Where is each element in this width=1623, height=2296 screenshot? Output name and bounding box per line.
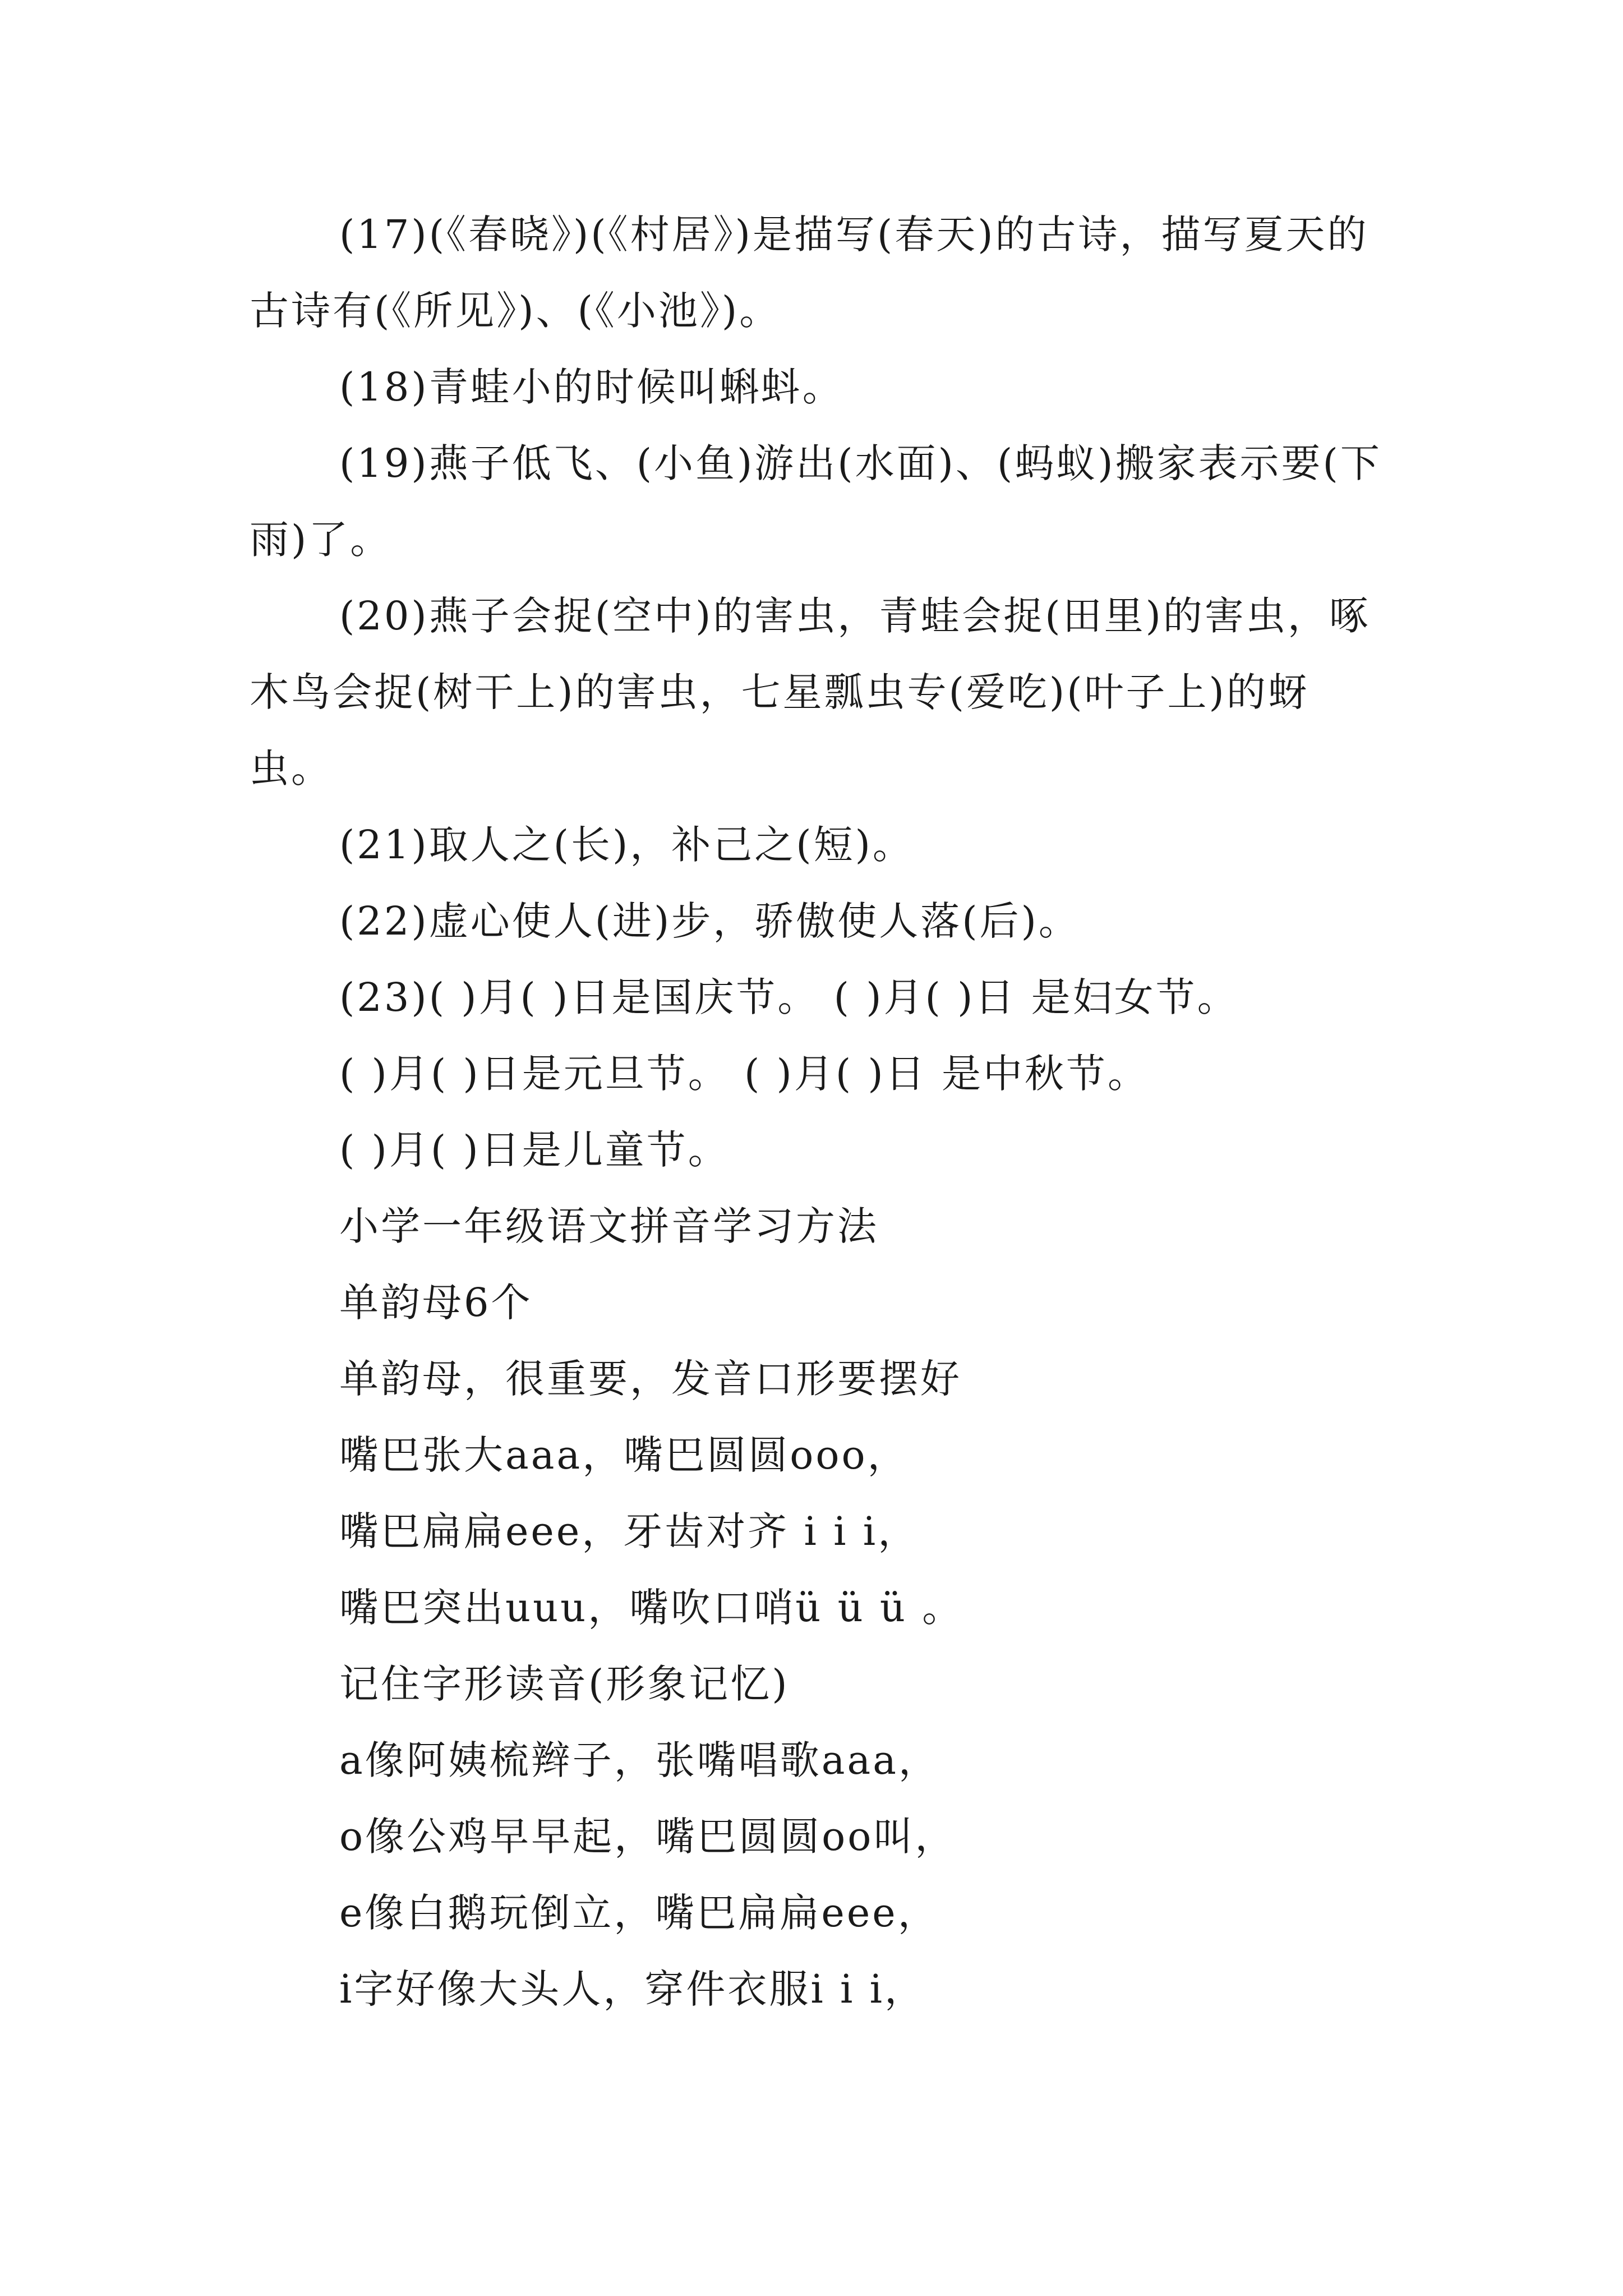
paragraph-23: (23)( )月( )日是国庆节。 ( )月( )日 是妇女节。 bbox=[339, 974, 1239, 1020]
paragraph-23-line3: ( )月( )日是儿童节。 bbox=[339, 1127, 730, 1173]
paragraph-17: (17)(《春晓》)(《村居》)是描写(春天)的古诗，描写夏天的古诗有(《所见》)、(《小池》)。 bbox=[250, 211, 1369, 334]
rhyme-line-1: 单韵母，很重要，发音口形要摆好 bbox=[339, 1356, 962, 1402]
rhyme-line-4: 嘴巴突出uuu，嘴吹口哨ü ü ü 。 bbox=[339, 1585, 964, 1631]
rhyme-line-3: 嘴巴扁扁eee，牙齿对齐 i i i， bbox=[339, 1508, 920, 1554]
paragraph-23-line2: ( )月( )日是元旦节。 ( )月( )日 是中秋节。 bbox=[339, 1051, 1149, 1097]
paragraph-20: (20)燕子会捉(空中)的害虫，青蛙会捉(田里)的害虫，啄木鸟会捉(树干上)的害虫，七星瓢虫专(爱吃)(叶子上)的蚜虫。 bbox=[250, 593, 1371, 792]
paragraph-21: (21)取人之(长)，补己之(短)。 bbox=[339, 822, 914, 868]
document-body bbox=[250, 196, 1382, 2027]
memory-line-i: i字好像大头人，穿件衣服i i i， bbox=[339, 1966, 926, 2012]
subheading-memory: 记住字形读音(形象记忆) bbox=[339, 1661, 790, 1707]
memory-line-a: a像阿姨梳辫子，张嘴唱歌aaa， bbox=[339, 1737, 940, 1783]
memory-line-o: o像公鸡早早起，嘴巴圆圆oo叫， bbox=[339, 1814, 957, 1860]
paragraph-22: (22)虚心使人(进)步，骄傲使人落(后)。 bbox=[339, 898, 1080, 944]
subheading-single-finals: 单韵母6个 bbox=[339, 1280, 533, 1326]
paragraph-19: (19)燕子低飞、(小鱼)游出(水面)、(蚂蚁)搬家表示要(下雨)了。 bbox=[250, 440, 1382, 563]
rhyme-line-2: 嘴巴张大aaa，嘴巴圆圆ooo， bbox=[339, 1432, 909, 1478]
section-heading: 小学一年级语文拼音学习方法 bbox=[339, 1203, 879, 1249]
paragraph-18: (18)青蛙小的时候叫蝌蚪。 bbox=[339, 364, 844, 410]
memory-line-e: e像白鹅玩倒立，嘴巴扁扁eee， bbox=[339, 1890, 939, 1936]
